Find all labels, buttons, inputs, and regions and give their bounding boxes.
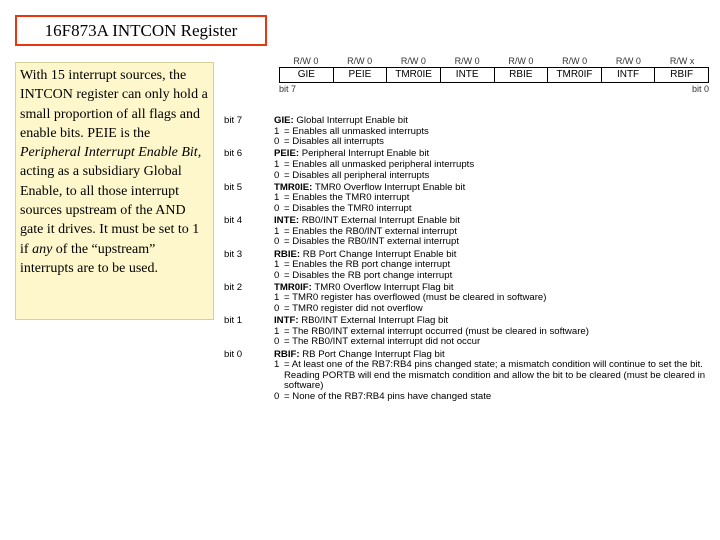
note-part: With 15 interrupt sources, the INTCON register can only hold a small proportion of all flags and enable bits. PEIE is the (20, 68, 208, 141)
access-label: R/W 0 (508, 56, 534, 66)
bit-value-text: = Enables all unmasked peripheral interrupts (284, 158, 475, 170)
access-label: R/W x (669, 56, 695, 66)
bit-description (224, 283, 714, 315)
bit-value-text: = Enables the TMR0 interrupt (284, 192, 410, 204)
access-label: R/W 0 (347, 56, 373, 66)
bit-field-desc: Peripheral Interrupt Enable bit (301, 148, 430, 160)
bit-value-key: 1 (274, 259, 280, 271)
bit-value-text: = Enables all unmasked interrupts (284, 125, 429, 137)
bit-value-key: 1 (274, 225, 280, 237)
bit-field-name: INTE: (274, 215, 300, 227)
bit-value-key: 1 (274, 125, 280, 137)
bit-name-cell: PEIE (334, 68, 388, 82)
bit-field-desc: TMR0 Overflow Interrupt Enable bit (314, 181, 466, 193)
bit-description (224, 149, 714, 181)
bit-name-cell: TMR0IE (387, 68, 441, 82)
bit-field-desc: RB Port Change Interrupt Flag bit (302, 348, 445, 360)
access-label: R/W 0 (454, 56, 480, 66)
bit-field-name: TMR0IF: (274, 281, 312, 293)
access-label: R/W 0 (615, 56, 641, 66)
bit-number: bit 2 (224, 281, 243, 293)
bit-value-text: = Disables all interrupts (284, 136, 384, 148)
bit-value-key: 0 (274, 236, 280, 248)
bit-value-key: 0 (274, 336, 280, 348)
bit-value-key: 0 (274, 269, 280, 281)
bit-name-cell: GIE (280, 68, 334, 82)
bit-field-name: INTF: (274, 315, 299, 327)
bit-value-key: 1 (274, 192, 280, 204)
bit-description (224, 183, 714, 215)
bit-number: bit 6 (224, 148, 243, 160)
bit-value-text: = The RB0/INT external interrupt did not occur (284, 336, 481, 348)
bit-value-text: = Disables the TMR0 interrupt (284, 202, 412, 214)
bit-description (224, 350, 714, 403)
slide-title-text: 16F873A INTCON Register (44, 20, 238, 40)
bit-name-cell: RBIE (495, 68, 549, 82)
bit-value-text: = TMR0 register did not overflow (284, 303, 423, 315)
bit-number: bit 3 (224, 248, 243, 260)
bit-number: bit 5 (224, 181, 243, 193)
bit-value-text: = The RB0/INT external interrupt occurred (must be cleared in software) (284, 325, 589, 337)
bit-number: bit 4 (224, 215, 243, 227)
bit-description (224, 250, 714, 282)
bit-number: bit 0 (224, 348, 243, 360)
bit-value-key: 0 (274, 303, 280, 315)
bit-value-text: = At least one of the RB7:RB4 pins changed state; a mismatch condition will continue to set the bit. Reading PORTB will end the mismatch condition and allow the bit to be cleared (must be cleared in software) (284, 359, 706, 392)
bit-field-name: PEIE: (274, 148, 300, 160)
bit-value-key: 0 (274, 202, 280, 214)
bit-value-text: = None of the RB7:RB4 pins have changed state (284, 391, 492, 402)
bit-number: bit 1 (224, 315, 243, 327)
note-part: of the “upstream” interrupts are to be used. (20, 241, 159, 276)
bit-field-desc: RB Port Change Interrupt Enable bit (302, 248, 457, 260)
bit-value-key: 1 (274, 158, 280, 170)
bit-field-desc: RB0/INT External Interrupt Enable bit (301, 215, 460, 227)
bit-field-name: RBIF: (274, 348, 300, 360)
bit-right-label: bit 0 (691, 84, 709, 94)
bit-number: bit 7 (224, 115, 243, 126)
bit-range-labels (279, 83, 709, 95)
bit-name-row (279, 67, 709, 83)
explanation-note (15, 62, 214, 320)
bit-value-text: = Enables the RB port change interrupt (284, 259, 451, 271)
bit-field-desc: Global Interrupt Enable bit (296, 115, 408, 126)
bit-value-text: = Disables the RB port change interrupt (284, 269, 453, 281)
access-label: R/W 0 (293, 56, 319, 66)
bit-value-text: = TMR0 register has overflowed (must be cleared in software) (284, 292, 547, 304)
bit-field-desc: TMR0 Overflow Interrupt Flag bit (314, 281, 454, 293)
explanation-text (20, 66, 209, 278)
bit-field-desc: RB0/INT External Interrupt Flag bit (301, 315, 449, 327)
bit-description (224, 116, 714, 148)
bit-name-cell: INTF (602, 68, 656, 82)
access-label: R/W 0 (562, 56, 588, 66)
bit-name-cell: RBIF (670, 69, 694, 80)
bit-description (224, 216, 714, 248)
access-label: R/W 0 (400, 56, 426, 66)
bit-value-key: 0 (274, 136, 280, 148)
note-part-italic: any (32, 241, 53, 257)
bit-field-name: RBIE: (274, 248, 301, 260)
bit-field-name: GIE: (274, 115, 294, 126)
bit-name-cell: TMR0IF (548, 68, 602, 82)
bit-field-name: TMR0IE: (274, 181, 313, 193)
bit-value-text: = Disables the RB0/INT external interrupt (284, 236, 459, 248)
access-row (279, 55, 709, 67)
bit-left-label: bit 7 (279, 84, 297, 94)
note-part: acting as a subsidiary Global Enable, to all those interrupt sources upstream of the AND gate it drives. It must be set to 1 if (20, 164, 200, 257)
bit-value-key: 1 (274, 325, 280, 337)
bit-value-key: 0 (274, 169, 280, 181)
intcon-register-diagram (279, 55, 709, 95)
bit-name-cell: INTE (441, 68, 495, 82)
bit-description (224, 316, 714, 348)
bit-value-key: 1 (274, 292, 280, 304)
slide-title (15, 15, 267, 46)
bit-value-text: = Enables the RB0/INT external interrupt (284, 225, 457, 237)
note-part-italic: Peripheral Interrupt Enable Bit, (20, 145, 202, 161)
bit-value-key: 0 (274, 391, 280, 402)
bit-value-key: 1 (274, 359, 280, 371)
bit-descriptions (224, 116, 714, 404)
bit-value-text: = Disables all peripheral interrupts (284, 169, 430, 181)
